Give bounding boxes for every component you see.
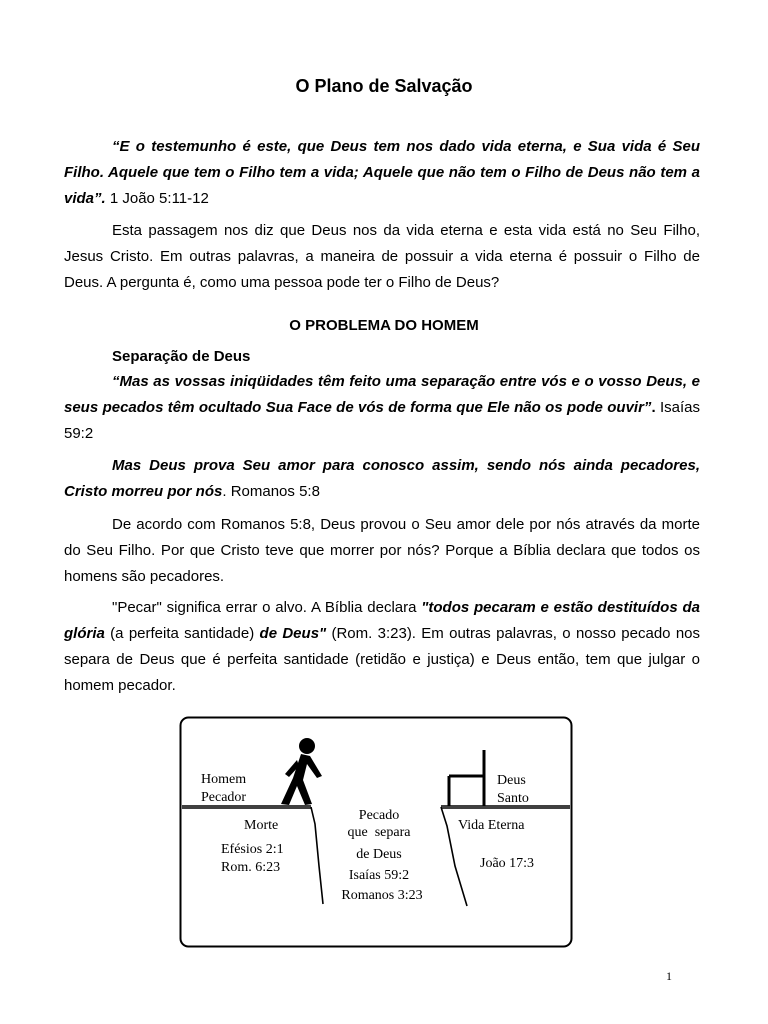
intro-reference: 1 João 5:11-12 bbox=[105, 190, 209, 207]
paragraph-1: Esta passagem nos diz que Deus nos da vida eterna e esta vida está no Seu Filho, Jesus Cristo. Em outras palavras, a maneira de possuir a vida eterna é possuir o Filho de Deus. A pergunta é, como uma pessoa pode ter o Filho de Deus? bbox=[64, 222, 700, 291]
label-efesios: Efésios 2:1 bbox=[221, 842, 284, 857]
quote-romanos-text: Mas Deus prova Seu amor para conosco assim, sendo nós ainda pecadores, Cristo morreu por nós bbox=[64, 457, 700, 500]
label-romanos-323: Romanos 3:23 bbox=[341, 888, 423, 903]
quote-romanos bbox=[64, 453, 700, 505]
quote-isaias-punct: . bbox=[651, 399, 656, 416]
intro-quote: “E o testemunho é este, que Deus tem nos dado vida eterna, e Sua vida é Seu Filho. Aquele que tem o Filho tem a vida; Aquele que não tem o Filho de Deus não tem a vida”. bbox=[64, 138, 700, 207]
quote-romanos-punct: . bbox=[222, 483, 227, 500]
label-pecador: Pecador bbox=[201, 790, 247, 805]
page-title: O Plano de Salvação bbox=[295, 76, 473, 96]
label-santo: Santo bbox=[497, 791, 529, 806]
paragraph-3-text-3: (Rom. 3:23). Em outras palavras, o nosso pecado nos separa de Deus que é perfeita santidade (retidão e justiça) e Deus então, tem que julgar o homem pecador. bbox=[64, 625, 701, 694]
page-number: 1 bbox=[666, 969, 672, 983]
paragraph-3-quote-2: de Deus" bbox=[259, 625, 327, 642]
paragraph-3-text-2: (a perfeita santidade) bbox=[104, 625, 260, 642]
label-de-deus: de Deus bbox=[356, 847, 402, 862]
label-homem: Homem bbox=[201, 772, 247, 787]
intro-paragraph bbox=[64, 134, 700, 212]
paragraph-3-quote-1: "todos pecaram e estão destituídos da glória bbox=[64, 599, 700, 642]
label-joao: João 17:3 bbox=[480, 856, 535, 871]
separation-diagram bbox=[179, 716, 573, 948]
label-morte: Morte bbox=[244, 818, 279, 833]
section-heading: O PROBLEMA DO HOMEM bbox=[289, 317, 479, 334]
subheading: Separação de Deus bbox=[112, 348, 251, 365]
paragraph-3 bbox=[64, 595, 700, 699]
label-vida-eterna: Vida Eterna bbox=[458, 818, 525, 833]
quote-romanos-reference: Romanos 5:8 bbox=[226, 483, 320, 500]
label-deus: Deus bbox=[497, 773, 526, 788]
label-rom-623: Rom. 6:23 bbox=[221, 860, 281, 875]
quote-isaias-reference: Isaías 59:2 bbox=[64, 399, 701, 442]
paragraph-2: De acordo com Romanos 5:8, Deus provou o Seu amor dele por nós através da morte do Seu Filho. Por que Cristo teve que morrer por nós? Porque a Bíblia declara que todos os homens são pecadores. bbox=[64, 516, 700, 585]
quote-isaias bbox=[64, 369, 700, 447]
paragraph-3-text-1: "Pecar" significa errar o alvo. A Bíblia declara bbox=[112, 599, 422, 616]
label-que-separa: que separa bbox=[347, 825, 411, 840]
quote-isaias-text: “Mas as vossas iniqüidades têm feito uma separação entre vós e o vosso Deus, e seus pecados têm ocultado Sua Face de vós de forma que Ele não os pode ouvir” bbox=[64, 373, 700, 416]
label-isaias: Isaías 59:2 bbox=[348, 868, 410, 883]
label-pecado: Pecado bbox=[358, 808, 400, 823]
